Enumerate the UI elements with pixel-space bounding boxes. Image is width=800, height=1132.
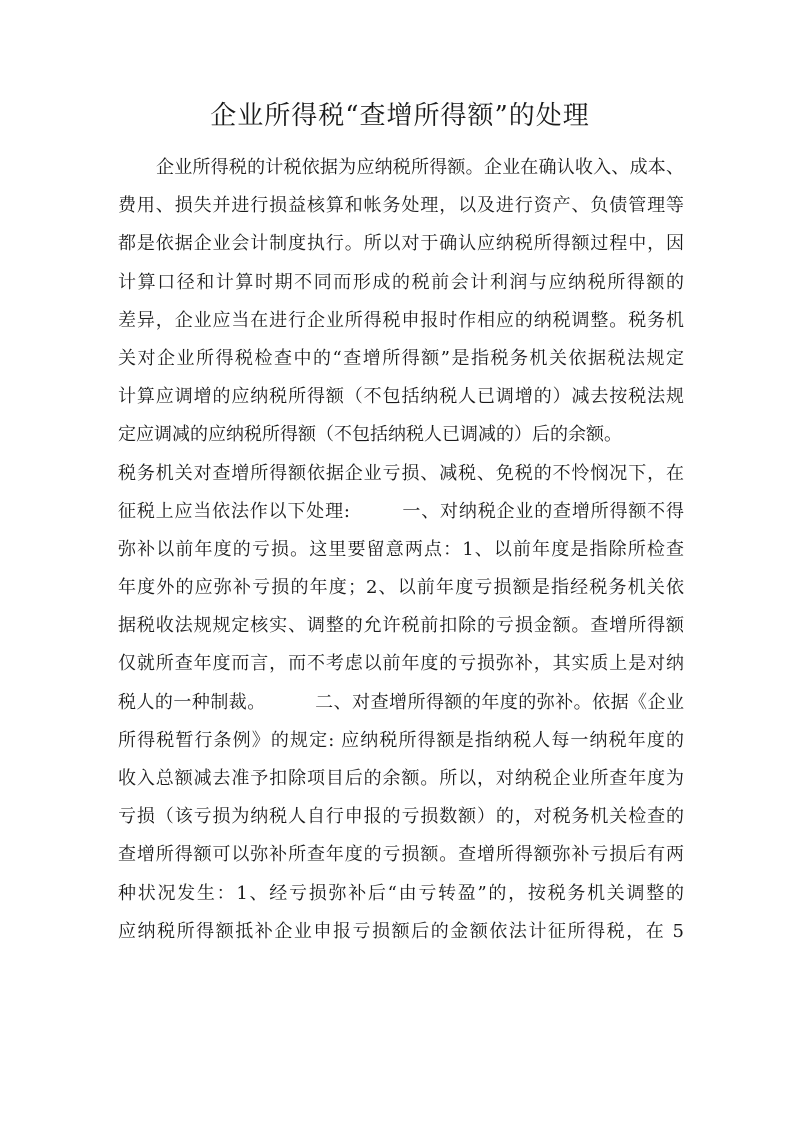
paragraph-line: 差异，企业应当在进行企业所得税申报时作相应的纳税调整。税务机 [118, 309, 684, 331]
document-title: 企业所得税“查增所得额”的处理 [210, 101, 590, 131]
paragraph-line: 收入总额减去准予扣除项目后的余额。所以，对纳税企业所查年度为 [118, 768, 684, 789]
paragraph-line: 据税收法规规定核实、调整的允许税前扣除的亏损金额。查增所得额 [118, 615, 684, 637]
paragraph-line: 关对企业所得税检查中的“查增所得额”是指税务机关依据税法规定 [118, 347, 684, 369]
paragraph-line: 弥补以前年度的亏损。这里要留意两点：1、以前年度是指除所检查 [118, 538, 684, 560]
paragraph-line: 计算口径和计算时期不同而形成的税前会计利润与应纳税所得额的 [118, 271, 684, 293]
paragraph-line: 税人的一种制裁。 二、对查增所得额的年度的弥补。依据《企业 [118, 691, 684, 713]
paragraph-line: 种状况发生：1、经亏损弥补后“由亏转盈”的，按税务机关调整的 [118, 882, 684, 904]
paragraph-line: 年度外的应弥补亏损的年度；2、以前年度亏损额是指经税务机关依 [118, 577, 684, 599]
paragraph-line: 税务机关对查增所得额依据企业亏损、减税、免税的不怜悯况下，在 [118, 462, 684, 484]
paragraph-line: 都是依据企业会计制度执行。所以对于确认应纳税所得额过程中，因 [118, 233, 684, 255]
paragraph-line: 征税上应当依法作以下处理: 一、对纳税企业的查增所得额不得 [118, 500, 684, 522]
paragraph-line: 仅就所查年度而言，而不考虑以前年度的亏损弥补，其实质上是对纳 [118, 653, 684, 675]
paragraph-line: 企业所得税的计税依据为应纳税所得额。企业在确认收入、成本、 [156, 157, 684, 178]
paragraph-line: 查增所得额可以弥补所查年度的亏损额。查增所得额弥补亏损后有两 [118, 844, 684, 866]
paragraph-line: 定应调减的应纳税所得额（不包括纳税人已调减的）后的余额。 [118, 424, 622, 446]
paragraph-line: 亏损（该亏损为纳税人自行申报的亏损数额）的，对税务机关检查的 [118, 806, 684, 828]
paragraph-line: 费用、损失并进行损益核算和帐务处理，以及进行资产、负债管理等 [118, 195, 684, 217]
paragraph-line: 应纳税所得额抵补企业申报亏损额后的金额依法计征所得税，在 5 [118, 920, 684, 942]
paragraph-line: 所得税暂行条例》的规定: 应纳税所得额是指纳税人每一纳税年度的 [118, 729, 684, 751]
document-body [118, 149, 684, 951]
paragraph-line: 计算应调增的应纳税所得额（不包括纳税人已调增的）减去按税法规 [118, 386, 684, 408]
